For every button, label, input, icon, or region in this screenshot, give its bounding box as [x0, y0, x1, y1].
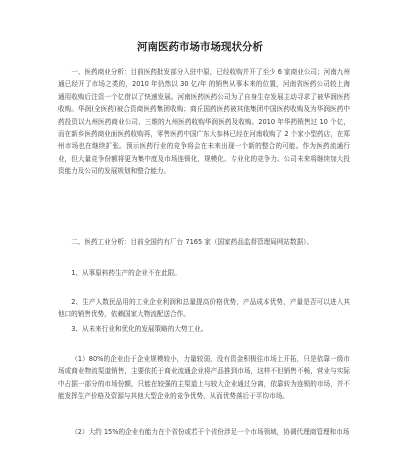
paragraph-item-2: 2、生产人数民品用的工业企业利润和总量提高价格优势，产品成本优势，产量是否可以进入其他口的销售优势，依赖国家大物流配送合作。	[58, 298, 350, 319]
paragraph-commerce-analysis: 一、医药商业分析：目前医药批发部分入驻中原，已经收购并开了至少 6 家商业公司；河南九州通已经开了市场之类的，2010 年仍然以 30 亿/年 的销售从事本来的位置，河南省医药公司较上海通用收购后注资一个亿借以了快速发展。河南医药医药公司为了自身生存发展主动寻求了被华润医药收购。华润(全医药)被合资商医药集团收购；商丘国药医药被其他集团中国医药收购及为华润医药中药投资以九州医药商业公司、三维的九州医药收购华润医药及收购。2010 年华药销售过 10 个亿，而在新乡医药商业面医药收购再，零售医药中国广东大参林已经在河南收购了 2 个家小型药店，在郑州市场也在继续扩张。预示医药行业的竞争将会在未来出现一个新的整合的可能。作为医药流通行业，但大量竞争份额将更为集中度及市场连锁化，规模化、专业化的竞争力。公司未来将继续加大投资能力及公司的发展规划和整合能力。	[58, 68, 350, 176]
paragraph-item-1: 1、从事原料药生产的企业不在此限。	[71, 269, 181, 277]
paragraph-subitem-1: （1）80%的企业由于企业规模较小，力量较弱，没有资金积极往市场上开拓，只是依靠一级市场或商业物流渠道销售，主要依托于商业流通企业将产品推到市场，这样不但销售不畅，营业与实际中占据一部分的市场份额，只能在较强的主渠道上与较大企业通过分离，依靠转为连锁的市场，并不能发挥生产价格及资源与其他大型企业的竞争优势，从而优势落后于平均市场。	[58, 355, 350, 401]
paragraph-subitem-2: （2）大约 15%的企业有能力在个省份或若干个省份涉足一个市场领域，协调代理商管理和市场	[71, 428, 350, 436]
paragraph-industry-analysis: 二、医药工业分析：目前全国约有厂台 7165 家（国家药品监督管理局网站数据）。	[71, 238, 314, 246]
paragraph-item-3: 3、从未来行业和优化的发展策略的大势工业。	[71, 325, 208, 333]
document-title: 河南医药市场市场现状分析	[137, 41, 263, 53]
